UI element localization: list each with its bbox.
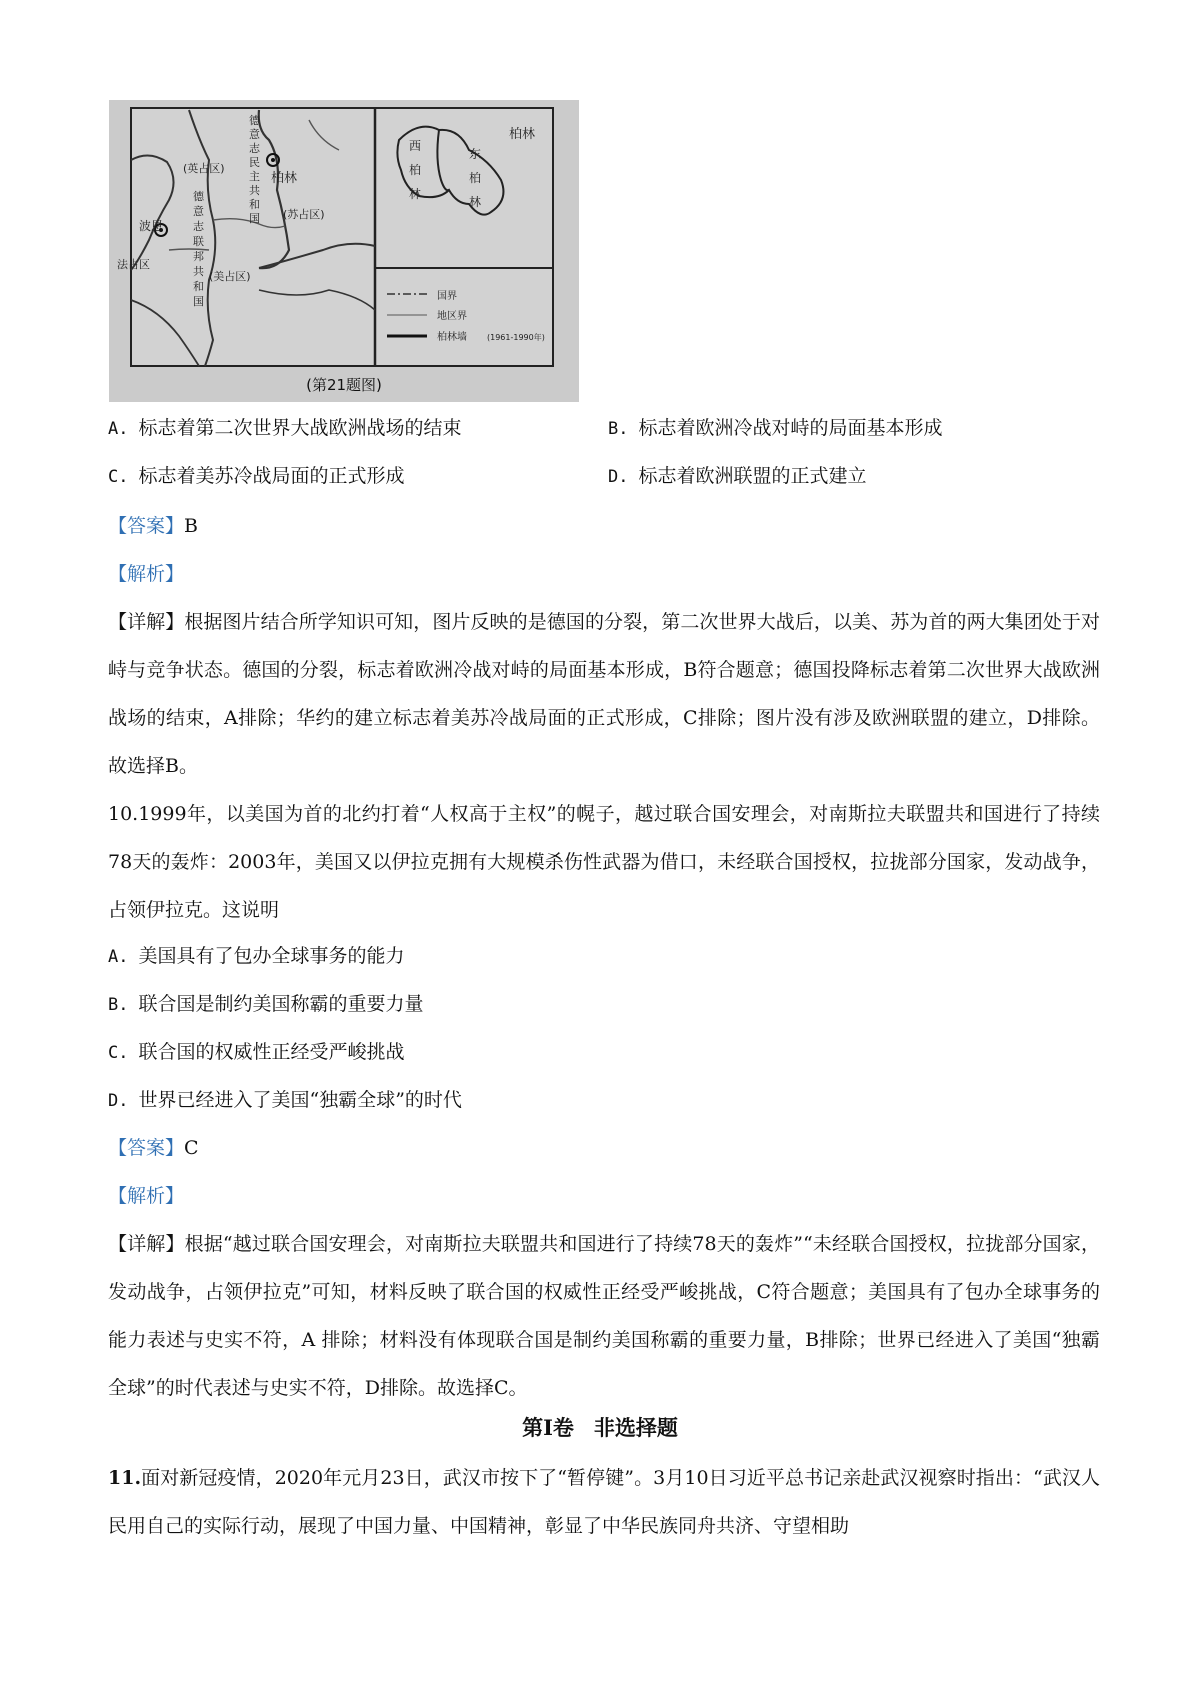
- q11-stem: [108, 1454, 1100, 1550]
- q9-option-a: A. 标志着第二次世界大战欧洲战场的结束: [108, 417, 462, 439]
- q10-option-d: D. 世界已经进入了美国“独霸全球”的时代: [108, 1089, 462, 1111]
- map-label-bonn: 波恩: [139, 219, 164, 233]
- q9-analysis: [108, 560, 184, 588]
- q9-detail: [108, 598, 1100, 790]
- map-label-frg: 德意志联邦共和国: [193, 190, 204, 308]
- figure-caption: (第21题图): [306, 376, 382, 394]
- map-label-berlin: 柏林: [271, 171, 298, 186]
- map-label-us-zone: (美占区): [209, 270, 251, 283]
- q10-detail: [108, 1220, 1100, 1412]
- section-part: 第Ⅰ卷: [522, 1415, 574, 1440]
- legend-wall-years: (1961-1990年): [487, 333, 545, 342]
- answer-label: 【答案】: [108, 1137, 185, 1159]
- q10-answer: [108, 1134, 199, 1162]
- inset-label-berlin: 柏林: [509, 127, 536, 142]
- analysis-label: 【解析】: [108, 1185, 185, 1207]
- map-label-britain-zone: (英占区): [183, 162, 225, 175]
- detail-text: 根据“越过联合国安理会，对南斯拉夫联盟共和国进行了持续78天的轰炸”“未经联合国授权，拉拢部分国家，发动战争，占领伊拉克”可知，材料反映了联合国的权威性正经受严峻挑战，C符合题意；美国具有了包办全球事务的能力表述与史实不符，A 排除；材料没有体现联合国是制约美国称霸的重要力量，B排除；世界已经进入了美国“独霸全球”的时代表述与史实不符，D排除。故选择C。: [108, 1233, 1100, 1399]
- q10-analysis: [108, 1182, 184, 1210]
- detail-label: 【详解】: [108, 611, 185, 633]
- q11-number: 11.: [108, 1467, 142, 1489]
- q10-option-b: B. 联合国是制约美国称霸的重要力量: [108, 993, 424, 1015]
- detail-text: 根据图片结合所学知识可知，图片反映的是德国的分裂，第二次世界大战后，以美、苏为首的两大集团处于对峙与竞争状态。德国的分裂，标志着欧洲冷战对峙的局面基本形成，B符合题意；德国投降标志着第二次世界大战欧洲战场的结束，A排除；华约的建立标志着美苏冷战局面的正式形成，C排除；图片没有涉及欧洲联盟的建立，D排除。故选择B。: [108, 611, 1100, 777]
- answer-value: C: [184, 1137, 199, 1159]
- legend-border: 国界: [437, 291, 457, 302]
- q9-answer: [108, 512, 198, 540]
- q11-text: 面对新冠疫情，2020年元月23日，武汉市按下了“暂停键”。3月10日习近平总书记亲赴武汉视察时指出：“武汉人民用自己的实际行动，展现了中国力量、中国精神，彰显了中华民族同舟共济、守望相助: [108, 1467, 1100, 1537]
- legend-wall: 柏林墙: [437, 332, 467, 343]
- inset-label-east-berlin: 东柏林: [469, 147, 482, 209]
- map-label-gdr: 德意志民主共和国: [249, 114, 260, 225]
- map-svg: [109, 100, 579, 402]
- map-label-soviet-zone: (苏占区): [283, 208, 325, 221]
- legend-region: 地区界: [437, 311, 467, 322]
- answer-value: B: [184, 515, 198, 537]
- section-heading: [0, 1412, 1200, 1444]
- q9-option-c: C. 标志着美苏冷战局面的正式形成: [108, 465, 405, 487]
- q9-option-d: D. 标志着欧洲联盟的正式建立: [608, 465, 867, 487]
- map-label-french-zone: 法占区: [117, 258, 150, 271]
- section-title-text: 非选择题: [593, 1415, 678, 1440]
- answer-label: 【答案】: [108, 515, 185, 537]
- q10-stem: 10.1999年，以美国为首的北约打着“人权高于主权”的幌子，越过联合国安理会，对南斯拉夫联盟共和国进行了持续78天的轰炸：2003年，美国又以伊拉克拥有大规模杀伤性武器为借口，未经联合国授权，拉拢部分国家，发动战争，占领伊拉克。这说明: [108, 803, 1100, 921]
- q9-option-b: B. 标志着欧洲冷战对峙的局面基本形成: [608, 417, 943, 439]
- q10-option-c: C. 联合国的权威性正经受严峻挑战: [108, 1041, 405, 1063]
- analysis-label: 【解析】: [108, 563, 185, 585]
- inset-label-west-berlin: 西柏林: [409, 139, 422, 201]
- germany-division-map: [109, 100, 579, 402]
- q10-option-a: A. 美国具有了包办全球事务的能力: [108, 945, 405, 967]
- detail-label: 【详解】: [108, 1233, 185, 1255]
